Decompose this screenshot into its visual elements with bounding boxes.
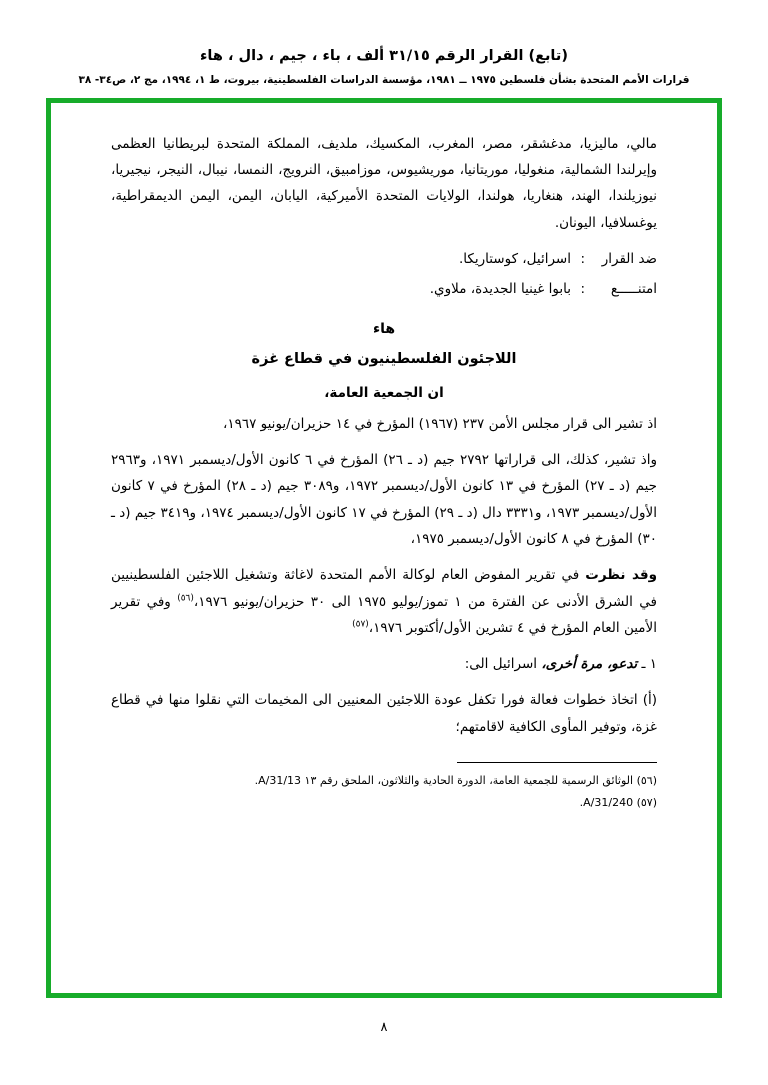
preamble-paragraph-1: اذ تشير الى قرار مجلس الأمن ٢٣٧ (١٩٦٧) المؤرخ في ١٤ حزيران/يونيو ١٩٦٧، — [222, 415, 657, 432]
page-header — [44, 46, 724, 86]
footnote-56-marker: (٥٦) — [636, 774, 657, 788]
footnote-57-code: A/31/240 — [583, 795, 634, 809]
footnote-56-code: A/31/13 — [258, 774, 302, 788]
footnotes-block — [111, 771, 657, 813]
vote-against-label: ضد القرار — [601, 251, 657, 267]
operative-item-1a: (أ) اتخاذ خطوات فعالة فورا تكفل عودة اللاجئين المعنيين الى المخيمات التي نقلوا منها في قطاع غزة، وتوفير المأوى الكافية لاقامتهم؛ — [111, 692, 657, 735]
preamble-3-bold-lead: وقد نظرت — [585, 567, 657, 584]
section-letter: هاء — [372, 320, 396, 337]
footnote-ref-57[interactable]: (٥٧) — [352, 619, 369, 630]
vote-abstain-line — [111, 276, 657, 302]
page-number: ٨ — [380, 1019, 388, 1035]
vote-against-value: اسرائيل، كوستاريكا. — [458, 251, 571, 267]
document-title: (تابع) القرار الرقم ٣١/١٥ ألف ، باء ، جيم ، دال ، هاء — [200, 48, 568, 64]
footnote-57: (٥٧) A/31/240. — [111, 793, 657, 813]
preamble-3-text: في تقرير المفوض العام لوكالة الأمم المتحدة لاغاثة وتشغيل اللاجئين الفلسطينيين في الشرق الأدنى عن الفترة من ١ تموز/يوليو ١٩٧٥ الى ٣٠ حزيران/يونيو ١٩٧٦، — [111, 567, 657, 610]
footnote-57-marker: (٥٧) — [636, 795, 657, 809]
content-area — [51, 103, 717, 993]
operative-item-1-number: ١ ـ — [637, 656, 657, 673]
document-source-citation: قرارات الأمم المتحدة بشأن فلسطين ١٩٧٥ ــ ١٩٨١، مؤسسة الدراسات الفلسطينية، بيروت، ط ١، ١٩٩٤، مج ٢، ص٣٤- ٣٨ — [78, 73, 690, 86]
footnote-separator — [457, 762, 657, 763]
operative-item-1-bold: تدعو، مرة أخرى، — [541, 656, 638, 673]
preamble-3-text-cont: وفي تقرير الأمين العام المؤرخ في ٤ تشرين الأول/أكتوبر ١٩٧٦، — [111, 593, 657, 636]
vote-against-colon: : — [580, 251, 585, 267]
preamble-paragraph-3 — [111, 562, 657, 641]
vote-abstain-colon: : — [580, 281, 585, 298]
section-heading: اللاجئون الفلسطينيون في قطاع غزة — [251, 350, 517, 367]
vote-abstain-value: بابوا غينيا الجديدة، ملاوي. — [429, 281, 571, 298]
green-content-frame — [46, 98, 722, 998]
vote-against-line — [111, 246, 657, 272]
footnote-ref-56[interactable]: (٥٦) — [177, 593, 194, 603]
vote-abstain-label: امتنـــــع — [610, 281, 657, 298]
preamble-paragraph-2: واذ تشير، كذلك، الى قراراتها ٢٧٩٢ جيم (د ـ ٢٦) المؤرخ في ٦ كانون الأول/ديسمبر ١٩٧١، و٢٩٦٣ جيم (د ـ ٢٧) المؤرخ في ١٣ كانون الأول/ديسمبر ١٩٧٢، و٣٠٨٩ جيم (د ـ ٢٨) المؤرخ في ٧ كانون الأول/ديسمبر ١٩٧٣، و٣٣٣١ دال (د ـ ٢٩) المؤرخ في ١٧ كانون الأول/ديسمبر ١٩٧٤، و٣٤١٩ جيم (د ـ ٣٠) المؤرخ في ٨ كانون الأول/ديسمبر ١٩٧٥، — [111, 451, 658, 547]
assembly-preamble: ان الجمعية العامة، — [324, 384, 444, 401]
country-list-paragraph: مالي، ماليزيا، مدغشقر، مصر، المغرب، المكسيك، ملديف، المملكة المتحدة لبريطانيا العظمى وإيرلندا الشمالية، منغوليا، موريتانيا، موريشيوس، موزامبيق، النرويج، النمسا، نيبال، النيجر، نيجيريا، نيوزيلندا، الهند، هنغاريا، هولندا، الولايات المتحدة الأميركية، اليابان، اليمن، اليمن الديمقراطية، يوغسلافيا، اليونان. — [111, 135, 657, 231]
operative-item-1-rest: اسرائيل الى: — [464, 656, 542, 673]
footnote-56: (٥٦) الوثائق الرسمية للجمعية العامة، الدورة الحادية والثلاثون، الملحق رقم ١٣ A/31/13. — [111, 771, 657, 791]
footnote-56-text: الوثائق الرسمية للجمعية العامة، الدورة الحادية والثلاثون، الملحق رقم ١٣ — [304, 774, 634, 788]
operative-item-1 — [111, 651, 657, 677]
